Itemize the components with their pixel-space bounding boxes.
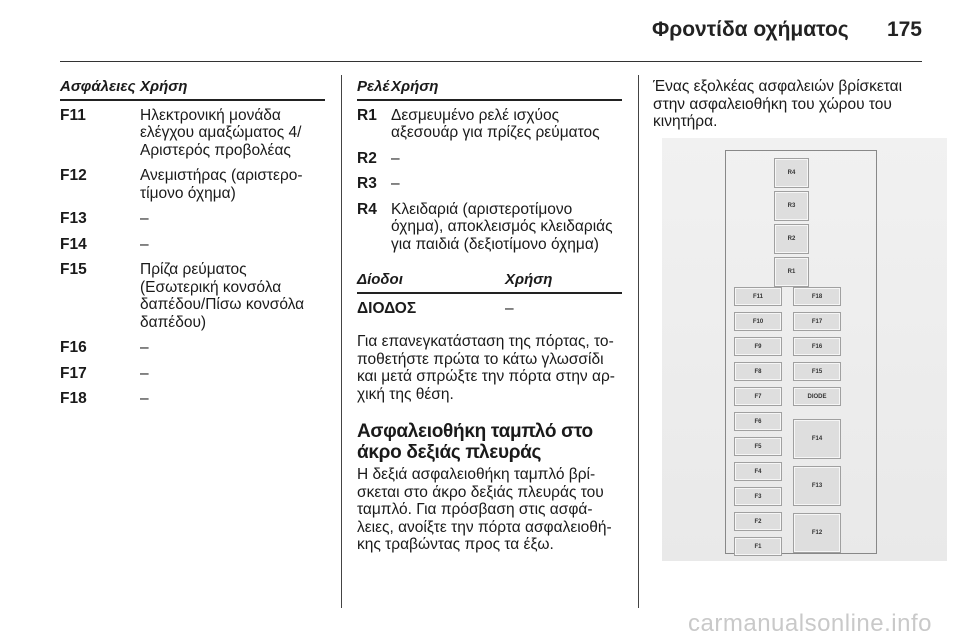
- fuse-slot: F7: [734, 387, 782, 406]
- page-title: Φροντίδα οχήματος: [652, 18, 849, 41]
- table-row: [357, 294, 622, 318]
- row-code: R2: [357, 149, 377, 167]
- fuse-slot: F15: [793, 362, 841, 381]
- large-fuse-slot: F12: [793, 513, 841, 553]
- right-column: [653, 78, 925, 131]
- fuse-slot: F17: [793, 312, 841, 331]
- row-description: Ηλεκτρονική μονάδα ελέγχου αμαξώματος 4/ Αριστερός προβολέας: [140, 106, 302, 159]
- fuse-slot: F1: [734, 537, 782, 556]
- fuse-header-fuses: Ασφάλειες: [60, 78, 136, 95]
- row-code: R1: [357, 106, 377, 124]
- fuse-puller-note: Ένας εξολκέας ασφαλειών βρίσκεται στην ασφαλειοθήκη του χώρου του κινητήρα.: [653, 78, 903, 130]
- diode-table-body: [357, 294, 622, 318]
- relay-slot: R4: [774, 158, 809, 188]
- fuse-slot: F5: [734, 437, 782, 456]
- table-row: [60, 255, 325, 331]
- fuse-slot: F18: [793, 287, 841, 306]
- fuse-slot: F11: [734, 287, 782, 306]
- fuse-table-header: [60, 78, 325, 101]
- relay-table-body: [357, 101, 622, 254]
- row-code: F17: [60, 364, 87, 382]
- table-row: [60, 384, 325, 408]
- relay-slot: R1: [774, 257, 809, 287]
- fuse-slot: F16: [793, 337, 841, 356]
- row-code: F18: [60, 390, 87, 407]
- column-divider-2: [638, 75, 639, 608]
- table-row: [60, 230, 325, 254]
- row-description: –: [140, 339, 149, 356]
- table-row: [60, 101, 325, 160]
- diode-header-usage: Χρήση: [505, 271, 553, 288]
- row-description: –: [391, 175, 400, 192]
- diode-slot: DIODE: [793, 387, 841, 406]
- middle-column: [357, 78, 622, 554]
- row-code: ΔΙΟΔΟΣ: [357, 299, 417, 317]
- table-row: [60, 359, 325, 383]
- diode-header-diodes: Δίοδοι: [357, 271, 403, 288]
- fuse-header-usage: Χρήση: [140, 78, 188, 95]
- row-description: Πρίζα ρεύματος (Εσωτερική κονσόλα δαπέδου/Πίσω κονσόλα δαπέδου): [140, 261, 305, 331]
- relay-header-relays: Ρελέ: [357, 78, 390, 95]
- table-row: [357, 195, 622, 254]
- table-row: [60, 161, 325, 202]
- fuse-slot: F2: [734, 512, 782, 531]
- fuse-slot: F10: [734, 312, 782, 331]
- header-rule: [60, 61, 922, 62]
- row-code: F14: [60, 235, 87, 253]
- row-description: –: [140, 210, 149, 227]
- diode-table-header: [357, 271, 622, 294]
- row-description: –: [505, 299, 514, 317]
- fuse-slot: F4: [734, 462, 782, 481]
- row-description: Ανεμιστήρας (αριστεροτίμονο όχημα): [140, 167, 303, 202]
- relay-slot: R3: [774, 191, 809, 221]
- large-fuse-slot: F13: [793, 466, 841, 506]
- row-description: Δεσμευμένο ρελέ ισχύος αξεσουάρ για πρίζες ρεύματος: [391, 106, 600, 141]
- door-reinstall-note: Για επανεγκατάσταση της πόρτας, τοποθετήστε πρώτα το κάτω γλωσσίδι και μετά σπρώξτε την πόρτα στην αρχική της θέση.: [357, 333, 615, 403]
- row-description: –: [140, 364, 149, 382]
- row-description: –: [140, 390, 149, 407]
- fuse-table-body: [60, 101, 325, 408]
- relay-table-header: [357, 78, 622, 101]
- page-number: 175: [886, 18, 922, 41]
- table-row: [357, 144, 622, 168]
- column-divider-1: [341, 75, 342, 608]
- watermark: carmanualsonline.info: [688, 610, 932, 637]
- fuse-slot: F3: [734, 487, 782, 506]
- row-description: Κλειδαριά (αριστεροτίμονο όχημα), αποκλεισμός κλειδαριάς για παιδιά (δεξιοτίμονο όχημα): [391, 200, 613, 253]
- table-row: [60, 333, 325, 357]
- relay-header-usage: Χρήση: [391, 78, 439, 95]
- table-row: [357, 169, 622, 193]
- row-code: F12: [60, 167, 87, 184]
- relay-slot: R2: [774, 224, 809, 254]
- row-description: –: [140, 235, 149, 253]
- fuse-slot: F8: [734, 362, 782, 381]
- row-code: F16: [60, 339, 87, 356]
- fuse-table: [60, 78, 325, 408]
- table-row: [60, 204, 325, 228]
- fuse-box-diagram: [662, 138, 947, 561]
- large-fuse-slot: F14: [793, 419, 841, 459]
- section-heading: Ασφαλειοθήκη ταμπλό στο άκρο δεξιάς πλευράς: [357, 421, 593, 463]
- row-code: R3: [357, 175, 377, 192]
- row-code: R4: [357, 200, 377, 218]
- row-code: F15: [60, 261, 87, 278]
- table-row: [357, 101, 622, 142]
- row-code: F11: [60, 106, 86, 124]
- row-description: –: [391, 149, 400, 167]
- fuse-slot: F6: [734, 412, 782, 431]
- fuse-slot: F9: [734, 337, 782, 356]
- row-code: F13: [60, 210, 87, 227]
- section-body: Η δεξιά ασφαλειοθήκη ταμπλό βρίσκεται στο άκρο δεξιάς πλευράς του ταμπλό. Για πρόσβαση στις ασφάλειες, ανοίξτε την πόρτα ασφαλειοθήκης τραβώντας προς τα έξω.: [357, 466, 612, 553]
